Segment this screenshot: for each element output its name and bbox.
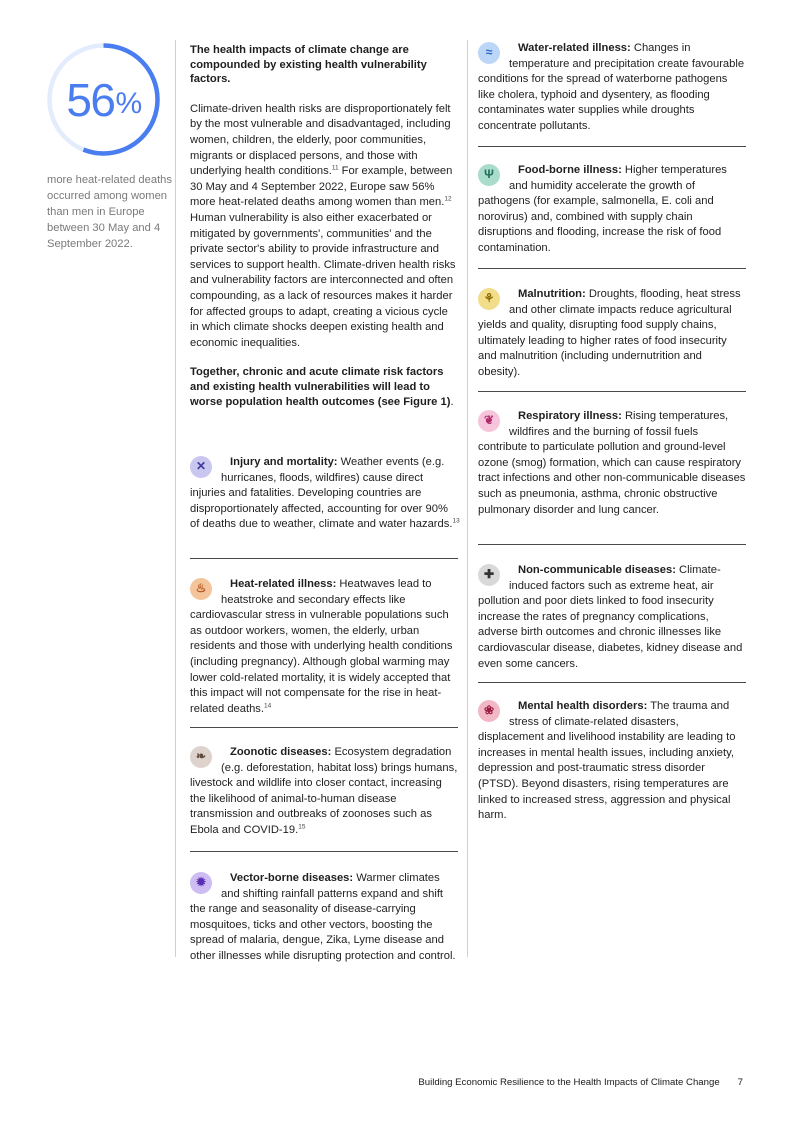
risk-item-body: Ecosystem degradation (e.g. deforestation, habitat loss) brings humans, livestock and wildlife into closer contact, increasing the likelihood of animal-to-human disease transmission and outbreaks of zoonoses such as Ebola and COVID-19.: [190, 746, 458, 836]
page-number: 7: [737, 1077, 743, 1088]
column-divider-left: [175, 40, 176, 957]
column-divider-right: [467, 40, 468, 957]
risk-item: [190, 577, 460, 717]
risk-item: [190, 745, 460, 839]
thermometer-icon: ♨: [190, 578, 212, 600]
water-icon: ≈: [478, 42, 500, 64]
item-separator: [190, 558, 458, 559]
intro-heading-2: [190, 365, 458, 410]
cutlery-icon: Ψ: [478, 164, 500, 186]
risk-item-title: Vector-borne diseases:: [230, 872, 354, 884]
risk-item: [478, 41, 746, 135]
risk-item: [478, 287, 746, 381]
item-separator: [478, 268, 746, 269]
risk-item-title: Mental health disorders:: [518, 700, 648, 712]
item-separator: [478, 682, 746, 683]
risk-item-body: Heatwaves lead to heatstroke and secondary effects like cardiovascular stress in vulnerable populations such as outdoor workers, women, the elderly, urban residents and those with underlying health conditions (including pregnancy). Although global warming may lower cold-related mortality, it is widely accepted that this impact will not compensate for the rise in heat-related deaths.: [190, 578, 453, 715]
intro-body-part-3: Human vulnerability is also either exacerbated or mitigated by governments', communities' and the private sector's ability to provide infrastructure and services to support health. Climate-driven health risks and vulnerability factors are interconnected and often compounding, as a lack of resources makes it harder for affected groups to adapt, creating a vicious cycle in which climate shocks deepen existing health and economic inequalities.: [190, 211, 456, 349]
animal-icon: ❧: [190, 746, 212, 768]
intro-section: [190, 43, 458, 410]
risk-item: [478, 563, 746, 672]
item-separator: [478, 391, 746, 392]
footnote-ref: 11: [331, 164, 339, 172]
risk-item-text: [478, 563, 746, 672]
risk-item-body: Droughts, flooding, heat stress and other climate impacts reduce agricultural yields and quality, disrupting food supply chains, ultimately leading to higher rates of food insecurity and malnutrition (including undernutrition and obesity).: [478, 288, 741, 378]
risk-item-text: [190, 745, 460, 839]
risk-item-text: [478, 699, 746, 824]
risk-item: [478, 163, 746, 257]
risk-item-body: Weather events (e.g. hurricanes, floods, wildfires) cause direct injuries and fatalities. Developing countries are disproportionately affected, accounting for over 90% of deaths due to weather, climate and water hazards.: [190, 456, 453, 531]
risk-item-body: Climate-induced factors such as extreme heat, air pollution and poor diets linked to food insecurity increase the rates of pregnancy complications, adverse birth outcomes and chronic illnesses like cardiovascular disease, diabetes, kidney disease and even some cancers.: [478, 564, 743, 670]
intro-heading: The health impacts of climate change are compounded by existing health vulnerability factors.: [190, 44, 427, 86]
intro-heading-2-text: Together, chronic and acute climate risk factors and existing health vulnerabilities will lead to worse population health outcomes (see Figure 1): [190, 366, 451, 409]
risk-item-text: [190, 577, 460, 717]
risk-item-body: Changes in temperature and precipitation create favourable conditions for the spread of waterborne pathogens like cholera, typhoid and dysentery, as flooding contaminates water supplies while droughts concentrate pollutants.: [478, 42, 745, 132]
risk-item: [190, 871, 460, 965]
intro-body-part-2: For example, between 30 May and 4 September 2022, Europe saw 56% more heat-related deaths among women than men.: [190, 165, 453, 209]
intro-heading-2-end: .: [450, 396, 454, 409]
risk-item-title: Food-borne illness:: [518, 164, 622, 176]
lungs-icon: ❦: [478, 410, 500, 432]
item-separator: [190, 727, 458, 728]
risk-item-title: Malnutrition:: [518, 288, 586, 300]
risk-item-text: [478, 287, 746, 381]
risk-item-body: Rising temperatures, wildfires and the burning of fossil fuels contribute to particulate pollution and ground-level ozone (smog) formation, which can cause respiratory tract infections and other non-communicable diseases such as pneumonia, asthma, chronic obstructive pulmonary disorder and lung cancer.: [478, 410, 746, 516]
risk-item: [190, 455, 460, 533]
stat-value: [47, 43, 160, 156]
injury-icon: ✕: [190, 456, 212, 478]
footnote-ref: 15: [298, 823, 306, 831]
risk-item-title: Non-communicable diseases:: [518, 564, 676, 576]
risk-item-text: [190, 871, 460, 965]
risk-item-title: Zoonotic diseases:: [230, 746, 332, 758]
footnote-ref: 12: [444, 195, 452, 203]
stat-unit: %: [115, 86, 141, 120]
risk-item-title: Respiratory illness:: [518, 410, 622, 422]
intro-body: [190, 102, 458, 352]
footer-title: Building Economic Resilience to the Health Impacts of Climate Change: [418, 1077, 720, 1088]
risk-item-text: [190, 455, 460, 533]
risk-item-text: [478, 163, 746, 257]
risk-item-body: Warmer climates and shifting rainfall patterns expand and shift the range and seasonality of disease-carrying mosquitoes, ticks and other vectors, boosting the spread of malaria, dengue, Zika, Lyme disease and other illnesses while disrupting protection and control.: [190, 872, 456, 962]
brain-icon: ❀: [478, 700, 500, 722]
intro-body-part-1: Climate-driven health risks are disproportionately felt by the most vulnerable and disadvantaged, including women, children, the elderly, poor communities, migrants or displaced persons, and those with underlying health conditions.: [190, 102, 451, 178]
item-separator: [478, 544, 746, 545]
wheat-icon: ⚘: [478, 288, 500, 310]
risk-item: [478, 699, 746, 824]
risk-item-text: [478, 41, 746, 135]
item-separator: [190, 851, 458, 852]
risk-item-text: [478, 409, 746, 518]
footnote-ref: 14: [264, 702, 272, 710]
risk-item-title: Water-related illness:: [518, 42, 631, 54]
virus-icon: ✹: [190, 872, 212, 894]
risk-item-title: Injury and mortality:: [230, 456, 338, 468]
risk-item-body: The trauma and stress of climate-related disasters, displacement and livelihood instability are leading to increases in mental health issues, including anxiety, depression and post-traumatic stress disorder (PTSD). Beyond disasters, rising temperatures are linked to increased stress, aggression and physical harm.: [478, 700, 736, 822]
risk-item: [478, 409, 746, 518]
item-separator: [478, 146, 746, 147]
risk-item-body: Higher temperatures and humidity accelerate the growth of pathogens (for example, salmonella, E. coli and norovirus) and, combined with supply chain disruptions and flooding, increase the risk of food contamination.: [478, 164, 727, 254]
stat-caption: more heat-related deaths occurred among women than men in Europe between 30 May and 4 September 2022.: [47, 174, 173, 250]
risk-item-title: Heat-related illness:: [230, 578, 337, 590]
footnote-ref: 13: [452, 517, 460, 525]
stat-number: 56: [66, 73, 115, 126]
medicine-icon: ✚: [478, 564, 500, 586]
page-footer: [418, 1077, 743, 1088]
